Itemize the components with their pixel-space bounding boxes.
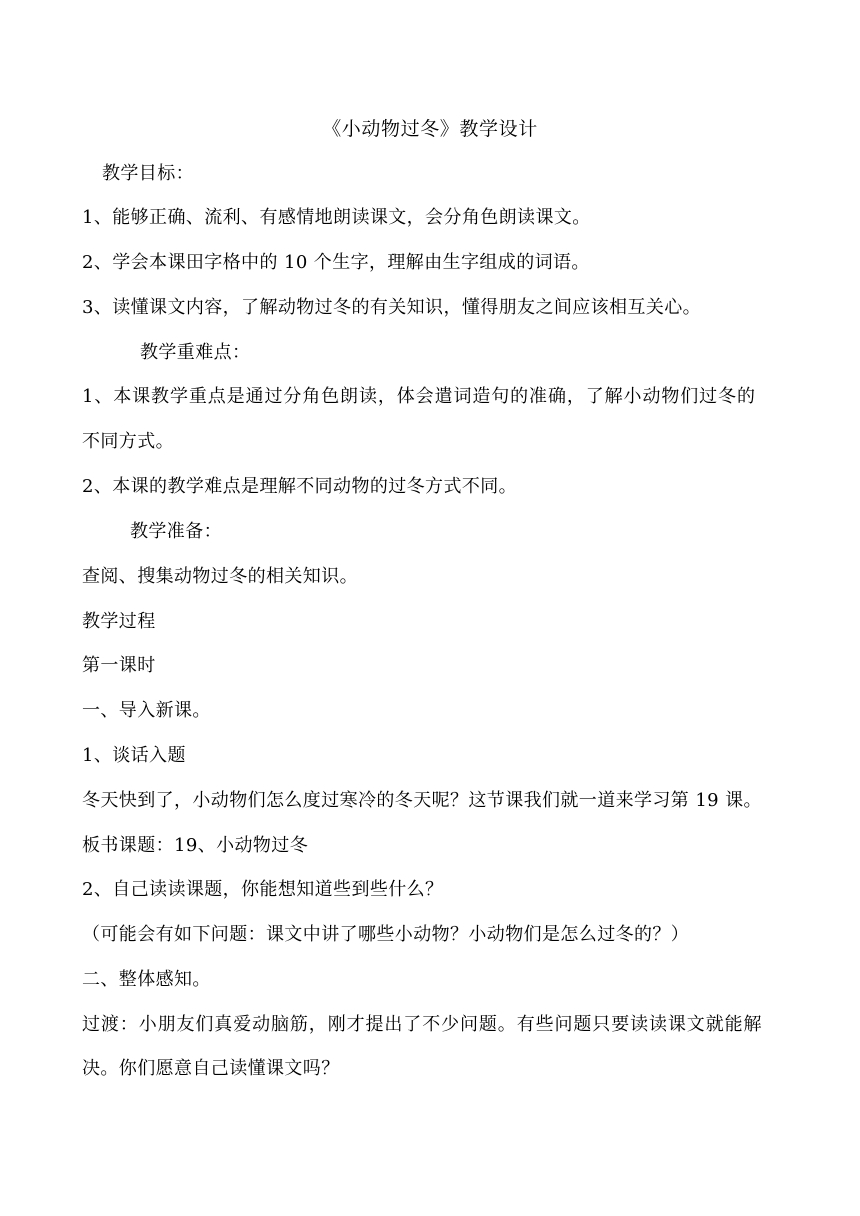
preparation-text: 查阅、搜集动物过冬的相关知识。 — [82, 566, 358, 587]
heading-first-lesson: 第一课时 — [82, 655, 156, 676]
goal-item-2: 2、学会本课田字格中的 10 个生字，理解由生字组成的词语。 — [82, 252, 590, 273]
heading-teaching-preparation: 教学准备： — [130, 521, 222, 542]
possible-questions: （可能会有如下问题：课文中讲了哪些小动物？小动物们是怎么过冬的？） — [82, 924, 690, 945]
board-title-text: 板书课题：19、小动物过冬 — [82, 835, 309, 856]
goal-item-1: 1、能够正确、流利、有感情地朗读课文，会分角色朗读课文。 — [82, 207, 591, 228]
heading-teaching-process: 教学过程 — [82, 611, 156, 632]
transition-line-1: 过渡：小朋友们真爱动脑筋，刚才提出了不少问题。有些问题只要读读课文就能解 — [82, 1014, 763, 1035]
document-title: 《小动物过冬》教学设计 — [322, 118, 538, 140]
heading-key-difficult-points: 教学重难点： — [140, 342, 251, 363]
transition-line-2: 决。你们愿意自己读懂课文吗？ — [82, 1058, 340, 1079]
section-overall-perception: 二、整体感知。 — [82, 969, 211, 990]
key-point-1-line-2: 不同方式。 — [82, 431, 174, 452]
heading-teaching-goals: 教学目标： — [102, 163, 194, 184]
section-introduction: 一、导入新课。 — [82, 700, 211, 721]
step-conversation: 1、谈话入题 — [82, 745, 186, 766]
step-read-title: 2、自己读读课题，你能想知道些到些什么？ — [82, 879, 444, 900]
key-point-1-line-1: 1、本课教学重点是通过分角色朗读，体会遣词造句的准确，了解小动物们过冬的 — [82, 386, 756, 407]
conversation-text: 冬天快到了，小动物们怎么度过寒冷的冬天呢？这节课我们就一道来学习第 19 课。 — [82, 790, 762, 811]
goal-item-3: 3、读懂课文内容，了解动物过冬的有关知识，懂得朋友之间应该相互关心。 — [82, 297, 702, 318]
key-point-2: 2、本课的教学难点是理解不同动物的过冬方式不同。 — [82, 476, 518, 497]
